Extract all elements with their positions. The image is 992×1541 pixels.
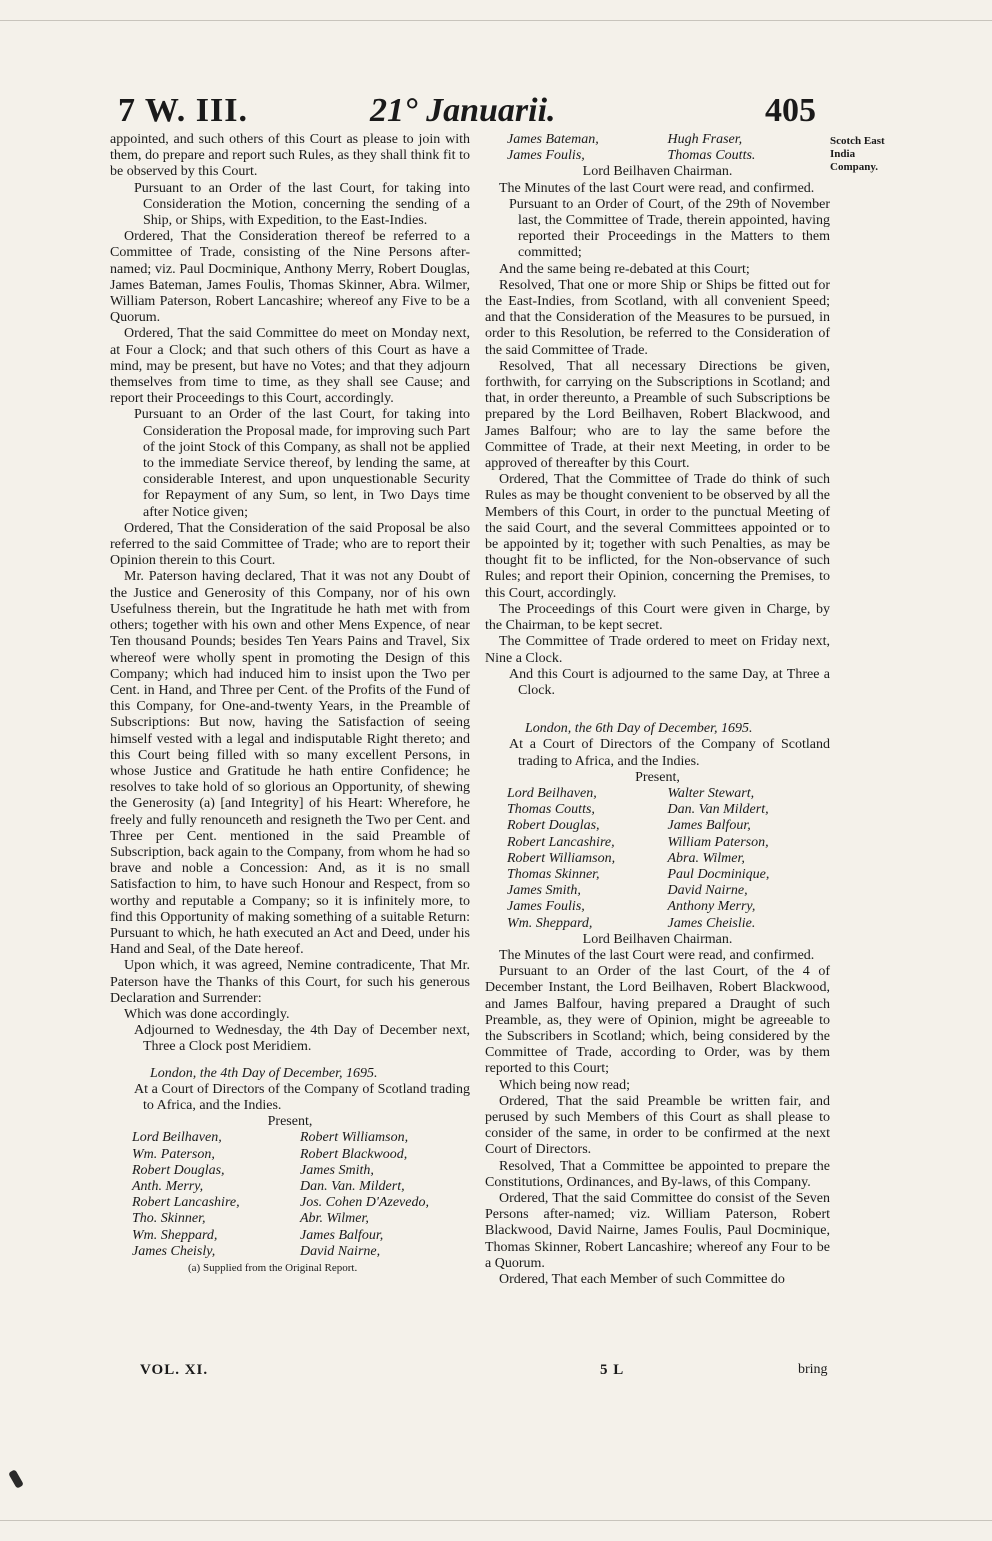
- attendee-name: Thomas Skinner,: [507, 866, 600, 882]
- right-column: [485, 132, 830, 1288]
- attendee-name: Thomas Coutts,: [507, 802, 595, 818]
- attendee-name: Robert Douglas,: [132, 1162, 225, 1178]
- meeting-date: London, the 6th Day of December, 1695.: [525, 721, 753, 737]
- left-column: [110, 132, 470, 1275]
- attendee-name: Dan. Van Mildert,: [667, 802, 769, 818]
- paragraph: Resolved, That one or more Ship or Ships be fitted out for the East-Indies, from Scotland, with all convenient Speed; and that the Consideration of the Measures to be pursued, in order to this Resolution, be referred to the Consideration of the said Committee of Trade.: [485, 277, 830, 358]
- attendee-name: Wm. Sheppard,: [507, 915, 593, 931]
- paragraph: Ordered, That the said Committee do meet on Monday next, at Four a Clock; and that such others of this Court as have a mind, may be present, but have no Votes; and that they adjourn themselves from time to time, as they shall see Cause; and report their Proceedings to this Court, accordingly.: [110, 326, 470, 407]
- attendee-list: [132, 1130, 460, 1260]
- paragraph: Ordered, That the Committee of Trade do think of such Rules as may be thought convenient to be observed by all the Members of this Court, in order to the punctual Meeting of the said Court, and the several Committees appointed or to be appointed by it; together with such Penalties, as may be thought fit to be inflicted, for the Non-observance of such Rules; and report their Opinion, concerning the Premises, to this Court, accordingly.: [485, 472, 830, 601]
- attendee-name: James Smith,: [507, 883, 581, 899]
- page-number: 405: [765, 92, 816, 129]
- paragraph: Resolved, That a Committee be appointed to prepare the Constitutions, Ordinances, and By-laws, of this Company.: [485, 1158, 830, 1190]
- attendee-name: Robert Lancashire,: [507, 834, 615, 850]
- paragraph: Pursuant to an Order of the last Court, of the 4 of December Instant, the Lord Beilhaven, Robert Blackwood, and James Balfour, having prepared a Draught of such Preamble, as, they were of Opinion, might be agreeable to the Subscribers in Scotland; which, being considered by the Committee of Trade, according to Order, was by them reported to this Court;: [485, 964, 830, 1077]
- paragraph: Pursuant to an Order of the last Court, for taking into Consideration the Motion, concerning the sending of a Ship, or Ships, with Expedition, to the East-Indies.: [134, 180, 470, 229]
- attendee-name: Lord Beilhaven,: [507, 785, 597, 801]
- attendee-name: Jos. Cohen D'Azevedo,: [300, 1195, 429, 1211]
- paragraph: The Minutes of the last Court were read, and confirmed.: [499, 180, 815, 196]
- paragraph: appointed, and such others of this Court as please to join with them, do prepare and report such Rules, as they shall think fit to be observed by this Court.: [110, 132, 470, 180]
- attendee-name: Abr. Wilmer,: [300, 1211, 369, 1227]
- bottom-rule: [0, 1520, 992, 1521]
- attendee-name: James Bateman,: [507, 132, 599, 147]
- signature-mark: 5 L: [600, 1362, 625, 1378]
- margin-note: Scotch East India Company.: [830, 135, 885, 173]
- attendee-name: Wm. Sheppard,: [132, 1227, 218, 1243]
- attendee-name: Abra. Wilmer,: [667, 850, 745, 866]
- attendee-name: Robert Lancashire,: [132, 1195, 240, 1211]
- attendee-name: Thomas Coutts.: [667, 148, 756, 164]
- paragraph: The Proceedings of this Court were given in Charge, by the Chairman, to be kept secret.: [485, 601, 830, 634]
- attendee-name: James Balfour,: [667, 818, 751, 834]
- paragraph: Ordered, That the said Preamble be written fair, and perused by such Members of this Court as shall please to consider of the same, in order to be confirmed at the next Court of Directors.: [485, 1093, 830, 1158]
- attendee-name: Lord Beilhaven,: [132, 1130, 222, 1146]
- paragraph: Which being now read;: [499, 1077, 631, 1093]
- paragraph: Ordered, That the said Committee do consist of the Seven Persons after-named; viz. William Paterson, Robert Blackwood, David Nairne, James Foulis, Paul Docminique, Thomas Skinner, Robert Lancashire; whereof any Four to be a Quorum.: [485, 1191, 830, 1271]
- attendee-name: William Paterson,: [667, 834, 769, 850]
- catchword: bring: [798, 1362, 828, 1377]
- meeting-date: London, the 4th Day of December, 1695.: [150, 1065, 378, 1081]
- attendee-name: James Foulis,: [507, 148, 585, 164]
- attendee-name: Paul Docminique,: [667, 866, 770, 882]
- attendee-name: Robert Williamson,: [507, 850, 616, 866]
- attendee-list-continued: [507, 132, 820, 164]
- footnote: (a) Supplied from the Original Report.: [188, 1262, 358, 1275]
- attendee-name: Hugh Fraser,: [667, 132, 743, 147]
- attendee-name: James Smith,: [300, 1162, 374, 1178]
- paragraph: The Minutes of the last Court were read, and confirmed.: [499, 947, 815, 963]
- present-label: Present,: [267, 1114, 313, 1130]
- attendee-name: James Cheislie.: [667, 915, 756, 931]
- chairman-line: Lord Beilhaven Chairman.: [582, 164, 733, 180]
- present-label: Present,: [635, 769, 680, 785]
- meeting-title: At a Court of Directors of the Company of Scotland trading to Africa, and the Indies.: [134, 1081, 470, 1113]
- attendee-name: David Nairne,: [300, 1243, 381, 1259]
- header-regnal-year: 7 W. III.: [118, 92, 248, 129]
- attendee-name: David Nairne,: [667, 883, 748, 899]
- paragraph: Which was done accordingly.: [124, 1006, 290, 1022]
- paragraph: And this Court is adjourned to the same Day, at Three a Clock.: [509, 666, 830, 698]
- paragraph: Pursuant to an Order of the last Court, for taking into Consideration the Proposal made, for improving such Part of the joint Stock of this Company, as shall not be applied to the immediate Service thereof, by lending the same, at considerable Interest, and upon unquestionable Security for Repayment of any Sum, so lent, in Two Days time after Notice given;: [134, 407, 470, 520]
- attendee-name: Robert Williamson,: [300, 1130, 409, 1146]
- chairman-line: Lord Beilhaven Chairman.: [582, 931, 733, 947]
- attendee-name: Anth. Merry,: [132, 1179, 204, 1194]
- header-date: 21° Januarii.: [370, 92, 556, 129]
- attendee-name: Tho. Skinner,: [132, 1211, 206, 1227]
- paragraph: Ordered, That the Consideration thereof be referred to a Committee of Trade, consisting of the Nine Persons after-named; viz. Paul Docminique, Anthony Merry, Robert Douglas, James Bateman, James Foulis, Thomas Skinner, Abra. Wilmer, William Paterson, Robert Lancashire; whereof any Five to be a Quorum.: [110, 229, 470, 326]
- attendee-name: James Cheisly,: [132, 1243, 216, 1259]
- attendee-name: James Foulis,: [507, 899, 585, 915]
- attendee-name: Robert Blackwood,: [300, 1146, 408, 1162]
- paragraph: Pursuant to an Order of Court, of the 29th of November last, the Committee of Trade, therein appointed, having reported their Proceedings in the Matters to them committed;: [509, 196, 830, 261]
- paragraph: And the same being re-debated at this Court;: [499, 261, 750, 277]
- attendee-name: Walter Stewart,: [667, 785, 755, 801]
- paragraph: Ordered, That each Member of such Committee do: [499, 1272, 785, 1288]
- paragraph: Upon which, it was agreed, Nemine contradicente, That Mr. Paterson have the Thanks of this Court, for such his generous Declaration and Surrender:: [110, 958, 470, 1006]
- paragraph: Mr. Paterson having declared, That it was not any Doubt of the Justice and Generosity of this Company, nor of his own Usefulness therein, but the Ingratitude he hath met with from others; together with his own and other Mens Expence, of near Ten thousand Pounds; besides Ten Years Pains and Travel, Six whereof were wholly spent in promoting the Design of this Company; which had induced him to insist upon the Two per Cent. in Hand, and Three per Cent. of the Profits of the Fund of this Company, for One-and-twenty Years, in the Preamble of Subscriptions: But now, having the Satisfaction of seeing himself vested with a legal and indisputable Right thereto; and this Court being filled with so many excellent Persons, in whose Justice and Gratitude he hath entire Confidence; he resolves to take hold of so glorious an Opportunity, of shewing the Generosity (a) [and Integrity] of his Heart: Wherefore, he freely and fully renounceth and resigneth the Two per Cent. and Three per Cent. mentioned in the said Preamble of Subscription, back again to the Company, from whom he had so brave and noble a Concession: And, as it is no small Satisfaction to him, to have such Honour and Respect, from so worthy and reputable a Company; so it is infinitely more, to find this Opportunity of making something of a suitable Return: Pursuant to which, he hath executed an Act and Deed, under his Hand and Seal, of the Date hereof.: [110, 569, 470, 958]
- attendee-list: [507, 786, 820, 932]
- volume-label: VOL. XI.: [140, 1362, 209, 1378]
- paragraph: The Committee of Trade ordered to meet on Friday next, Nine a Clock.: [485, 634, 830, 666]
- attendee-name: James Balfour,: [300, 1227, 384, 1243]
- attendee-name: Wm. Paterson,: [132, 1146, 215, 1162]
- attendee-name: Anthony Merry,: [667, 899, 756, 915]
- attendee-name: Dan. Van. Mildert,: [300, 1179, 405, 1194]
- paragraph: Resolved, That all necessary Directions be given, forthwith, for carrying on the Subscriptions in Scotland; and that, in order thereunto, a Preamble of such Subscriptions be prepared by the Lord Beilhaven, Robert Blackwood, and James Balfour; who are to lay the same before the Committee of Trade, at their next Meeting, in order to be approved of thereafter by this Court.: [485, 358, 830, 472]
- top-rule: [0, 20, 992, 21]
- paragraph: Adjourned to Wednesday, the 4th Day of December next, Three a Clock post Meridiem.: [134, 1023, 470, 1055]
- meeting-title: At a Court of Directors of the Company of Scotland trading to Africa, and the Indies.: [509, 737, 830, 769]
- paragraph: Ordered, That the Consideration of the said Proposal be also referred to the said Committee of Trade; who are to report their Opinion therein to this Court.: [110, 520, 470, 569]
- ink-mark: [8, 1469, 24, 1489]
- attendee-name: Robert Douglas,: [507, 818, 600, 834]
